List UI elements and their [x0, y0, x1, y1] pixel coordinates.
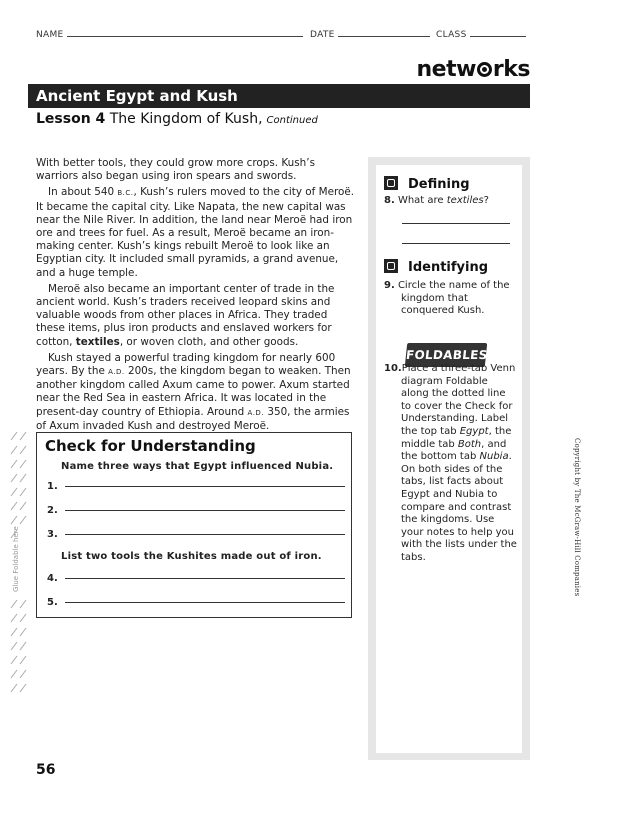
text: In about 540: [48, 186, 118, 199]
class-field[interactable]: [436, 28, 526, 40]
era-label: A.D.: [108, 368, 125, 377]
answer-line-2[interactable]: [65, 510, 345, 511]
text: Place a three-tab Venn diagram Foldable along the dotted line to cover the Check for Understanding. Label the top tab: [401, 363, 516, 437]
defining-icon: [384, 176, 398, 190]
text: , the middle tab: [401, 425, 512, 450]
copyright-notice: Copyright by The McGraw-Hill Companies: [573, 438, 581, 597]
answer-line-3[interactable]: [65, 534, 345, 535]
text: What are: [397, 195, 447, 206]
identifying-icon: [384, 259, 398, 273]
question-number: 9.: [384, 280, 395, 291]
tab-name: Egypt: [459, 425, 489, 437]
check-for-understanding-box: [36, 432, 352, 618]
question-number: 10.: [384, 363, 402, 374]
check-title: Check for Understanding: [45, 437, 256, 455]
paragraph-1: With better tools, they could grow more crops. Kush’s warriors also began using iron spears and swords.: [36, 157, 315, 183]
question-number: 8.: [384, 195, 395, 206]
page-number: 56: [36, 762, 56, 778]
date-field[interactable]: [310, 28, 430, 40]
logo-o-icon: [477, 62, 492, 77]
lesson-title: The Kingdom of Kush,: [109, 111, 263, 127]
glue-foldable-label: Glue Foldable here: [12, 526, 20, 592]
class-label: CLASS: [436, 30, 467, 40]
networks-logo: [416, 57, 530, 82]
logo-text-end: rks: [492, 57, 530, 82]
answer-number: 3.: [47, 529, 58, 540]
sidebar: [368, 157, 530, 760]
identifying-heading: [384, 259, 488, 275]
name-label: NAME: [36, 30, 64, 40]
text: Meroë also became an important center of trade in the ancient world. Kush’s traders received leopard skins and valuable woods from other places in Africa. They traded these items, plus iron products and enslaved workers for cotton,: [36, 282, 335, 348]
paragraph-2: [36, 186, 358, 279]
text: , Kush’s rulers moved to the city of Meroë. It became the capital city. Like Napata, the new capital was near the Nile River. In addition, the land near Meroë had iron ore and trees for fuel. As a result, Meroë became an iron-making center. Kush’s kings rebuilt Meroë to look like an Egyptian city. It included small pyramids, a grand avenue, and a huge temple.: [36, 186, 355, 279]
era-label: B.C.: [117, 189, 134, 198]
heading-text: Defining: [408, 177, 470, 192]
text: Circle the name of the kingdom that conquered Kush.: [397, 280, 510, 317]
text: , or woven cloth, and other goods.: [119, 335, 299, 348]
question-10: [384, 363, 518, 565]
heading-text: Identifying: [408, 260, 489, 275]
answer-line-4[interactable]: [65, 578, 345, 579]
answer-number: 5.: [47, 597, 58, 608]
question-1: Name three ways that Egypt influenced Nubia.: [61, 461, 334, 472]
date-line: [338, 28, 430, 37]
text: Kush stayed a powerful trading kingdom for nearly 600 years. By the: [36, 351, 336, 378]
vocab-term: textiles: [75, 335, 120, 348]
text: 200s, the kingdom began to weaken. Then another kingdom called Axum came to power. Axum started near the Red Sea in eastern Africa. It was located in the present-day country of Ethiopia. Around: [36, 365, 351, 418]
unit-title: Ancient Egypt and Kush: [28, 84, 530, 108]
reading-passage: [36, 157, 358, 436]
date-label: DATE: [310, 30, 335, 40]
answer-line-5[interactable]: [65, 602, 345, 603]
foldables-logo: FOLDABLES: [405, 343, 488, 367]
answer-number: 1.: [47, 481, 58, 492]
defining-heading: [384, 176, 470, 192]
tab-name: Both: [457, 438, 482, 450]
paragraph-3: [36, 283, 358, 349]
answer-line-8a[interactable]: [402, 223, 510, 224]
class-line: [470, 28, 526, 37]
text: , and the bottom tab: [401, 438, 507, 463]
logo-text-start: netw: [416, 57, 476, 82]
question-8: [384, 195, 518, 208]
answer-number: 2.: [47, 505, 58, 516]
text: 350, the armies of Axum invaded Kush and destroyed Meroë.: [36, 405, 350, 432]
name-field[interactable]: [36, 28, 303, 40]
answer-line-1[interactable]: [65, 486, 345, 487]
question-2: List two tools the Kushites made out of iron.: [61, 551, 322, 562]
question-9: [384, 280, 518, 318]
era-label: A.D.: [247, 408, 265, 417]
lesson-heading: [36, 111, 318, 127]
lesson-continued: Continued: [266, 115, 318, 126]
paragraph-4: [36, 352, 358, 433]
vocab-term: textiles: [446, 195, 484, 206]
name-line: [67, 28, 303, 37]
text: . On both sides of the tabs, list facts about Egypt and Nubia to compare and contrast the kingdoms. Use your notes to help you with the lists under the tabs.: [401, 451, 517, 563]
answer-number: 4.: [47, 573, 58, 584]
text: ?: [483, 195, 489, 206]
lesson-number: Lesson 4: [36, 111, 106, 127]
tab-name: Nubia: [479, 451, 509, 463]
sidebar-panel: [376, 165, 522, 753]
answer-line-8b[interactable]: [402, 243, 510, 244]
